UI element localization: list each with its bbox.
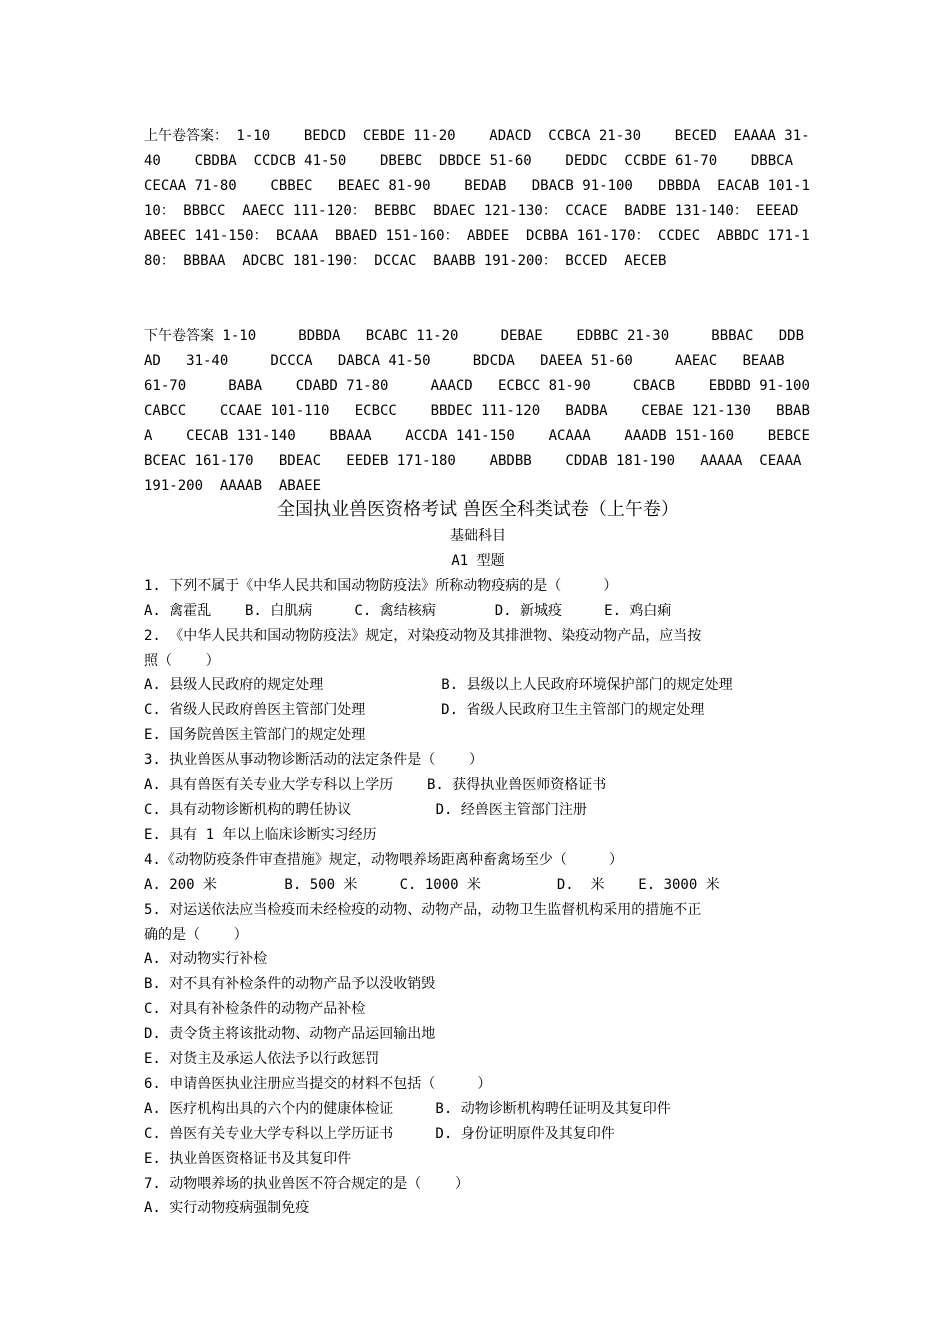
question-line: 确的是（ ）: [144, 926, 248, 943]
question-list: [144, 574, 812, 1222]
question-line: B. 对不具有补检条件的动物产品予以没收销毁: [144, 976, 436, 993]
question-line: E. 国务院兽医主管部门的规定处理: [144, 727, 366, 744]
question-line: A. 禽霍乱 B. 白肌病 C. 禽结核病 D. 新城疫 E. 鸡白痢: [144, 602, 672, 619]
question-line: 照（ ）: [144, 652, 220, 669]
question-line: 3. 执业兽医从事动物诊断活动的法定条件是（ ）: [144, 752, 483, 769]
exam-title: 全国执业兽医资格考试 兽医全科类试卷（上午卷）: [277, 499, 679, 520]
question-line: A. 医疗机构出具的六个内的健康体检证 B. 动物诊断机构聘任证明及其复印件: [144, 1100, 671, 1117]
question-line: C. 兽医有关专业大学专科以上学历证书 D. 身份证明原件及其复印件: [144, 1125, 615, 1142]
question-line: A. 县级人民政府的规定处理 B. 县级以上人民政府环境保护部门的规定处理: [144, 677, 733, 694]
question-line: E. 执业兽医资格证书及其复印件: [144, 1150, 352, 1167]
question-line: 4.《动物防疫条件审查措施》规定，动物喂养场距离种畜禽场至少（ ）: [144, 851, 623, 868]
question-line: 6. 申请兽医执业注册应当提交的材料不包括（ ）: [144, 1075, 492, 1092]
question-line: A. 具有兽医有关专业大学专科以上学历 B. 获得执业兽医师资格证书: [144, 777, 607, 794]
question-line: E. 具有 1 年以上临床诊断实习经历: [144, 826, 377, 843]
exam-section: [144, 496, 812, 1221]
morning-answer-key: 上午卷答案： 1-10 BEDCD CEBDE 11-20 ADACD CCBCA 21-30 BECED EAAAA 31-40 CBDBA CCDCB 41-50 DBEBC DBDCE 51-60 DEDDC CCBDE 61-70 DBBCA CECAA 71-80 CBBEC BEAEC 81-90 BEDAB DBACB 91-100 DBBDA EACAB 101-110： BBBCC AAECC 111-120： BEBBC BDAEC 121-130： CCACE BADBE 131-140： EEEAD ABEEC 141-150： BCAAA BBAED 151-160： ABDEE DCBBA 161-170： CCDEC ABBDC 171-180： BBBAA ADCBC 181-190： DCCAC BAABB 191-200： BCCED AECEB: [144, 128, 816, 269]
question-line: E. 对货主及承运人依法予以行政惩罚: [144, 1051, 380, 1068]
question-line: 1. 下列不属于《中华人民共和国动物防疫法》所称动物疫病的是（ ）: [144, 577, 618, 594]
question-line: C. 对具有补检条件的动物产品补检: [144, 1001, 366, 1018]
question-line: A. 对动物实行补检: [144, 951, 268, 968]
question-line: A. 200 米 B. 500 米 C. 1000 米 D. 米 E. 3000 米: [144, 876, 720, 893]
question-line: A. 实行动物疫病强制免疫: [144, 1200, 310, 1217]
question-line: 7. 动物喂养场的执业兽医不符合规定的是（ ）: [144, 1175, 469, 1192]
question-line: C. 省级人民政府兽医主管部门处理 D. 省级人民政府卫生主管部门的规定处理: [144, 702, 705, 719]
question-line: D. 责令货主将该批动物、动物产品运回输出地: [144, 1026, 436, 1043]
question-type-heading: A1 型题: [451, 552, 505, 569]
afternoon-answer-key: 下午卷答案 1-10 BDBDA BCABC 11-20 DEBAE EDBBC 21-30 BBBAC DDBAD 31-40 DCCCA DABCA 41-50 BDCDA DAEEA 51-60 AAEAC BEAAB 61-70 BABA CDABD 71-80 AAACD ECBCC 81-90 CBACB EBDBD 91-100 CABCC CCAAE 101-110 ECBCC BBDEC 111-120 BADBA CEBAE 121-130 BBABA CECAB 131-140 BBAAA ACCDA 141-150 ACAAA AAADB 151-160 BEBCE BCEAC 161-170 BDEAC EEDEB 171-180 ABDBB CDDAB 181-190 AAAAA CEAAA 191-200 AAAAB ABAEE: [144, 328, 844, 494]
question-line: 5. 对运送依法应当检疫而未经检疫的动物、动物产品，动物卫生监督机构采用的措施不正: [144, 901, 702, 918]
exam-subtitle: 基础科目: [450, 528, 506, 544]
question-line: 2. 《中华人民共和国动物防疫法》规定，对染疫动物及其排泄物、染疫动物产品，应当按: [144, 627, 702, 644]
question-line: C. 具有动物诊断机构的聘任协议 D. 经兽医主管部门注册: [144, 801, 587, 818]
